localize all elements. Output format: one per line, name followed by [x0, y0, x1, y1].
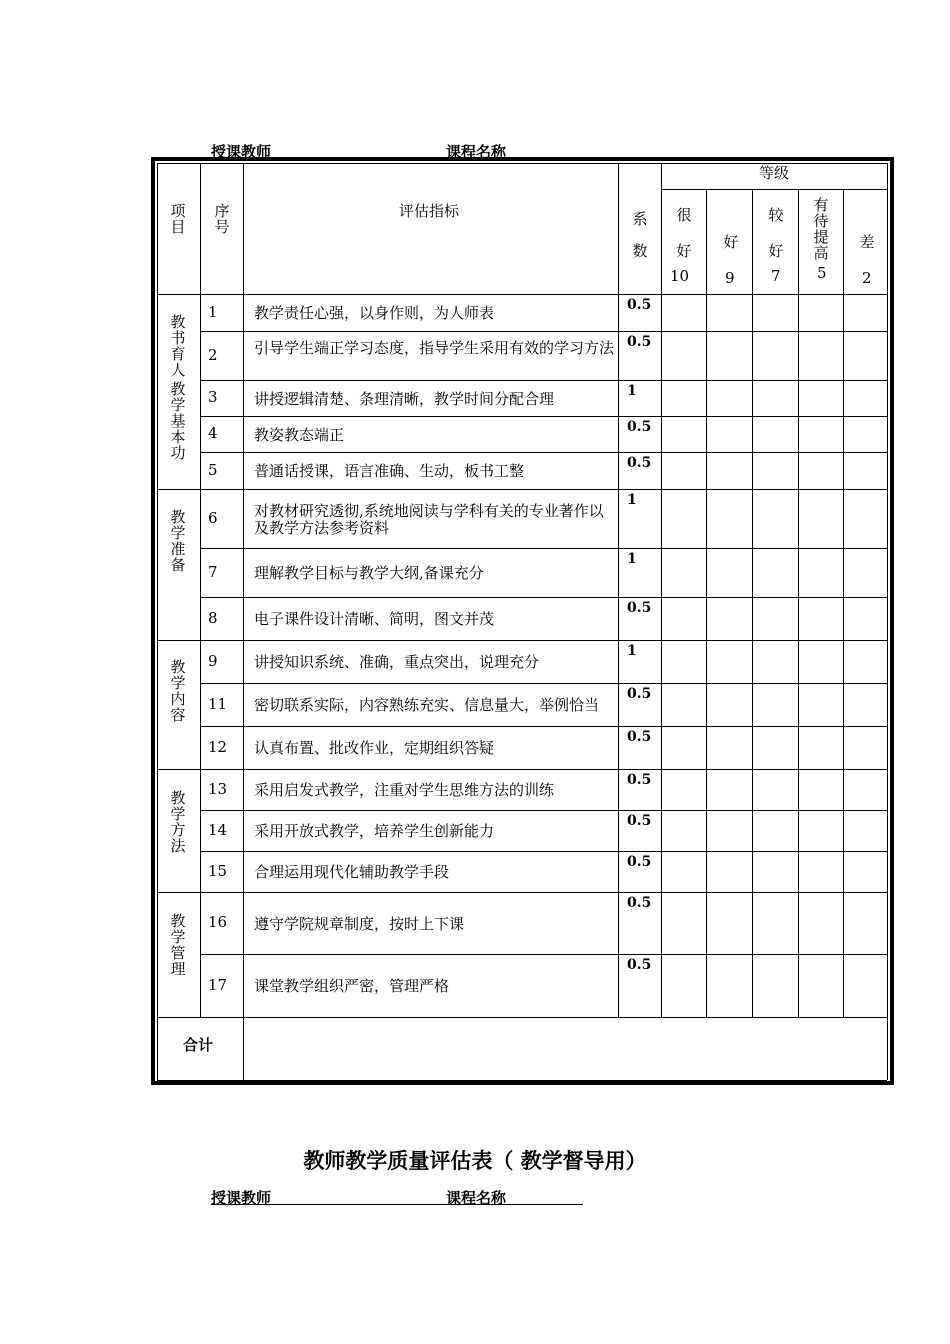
grade-cell[interactable] — [662, 332, 706, 380]
row-criterion: 讲授知识系统、准确，重点突出，说理充分 — [254, 653, 540, 671]
grade-cell[interactable] — [799, 811, 843, 851]
grade-cell[interactable] — [844, 641, 887, 683]
grade-cell[interactable] — [662, 770, 706, 810]
grade-cell[interactable] — [844, 893, 887, 954]
row-coefficient: 1 — [627, 643, 637, 659]
grid-line-vertical — [243, 163, 244, 1080]
grade-cell[interactable] — [753, 955, 798, 1017]
grade-cell[interactable] — [799, 417, 843, 452]
category-method: 教学方法 — [170, 789, 186, 855]
header-criteria: 评估指标 — [399, 202, 460, 220]
grade-cell[interactable] — [707, 852, 752, 892]
form-title: 教师教学质量评估表（ 教学督导用） — [303, 1149, 647, 1173]
row-criterion: 合理运用现代化辅助教学手段 — [254, 863, 450, 881]
grade-cell[interactable] — [799, 770, 843, 810]
grid-line-horizontal — [661, 189, 887, 190]
row-coefficient: 0.5 — [627, 854, 652, 870]
grade-cell[interactable] — [844, 598, 887, 640]
row-index: 14 — [208, 820, 228, 839]
grade-cell[interactable] — [662, 811, 706, 851]
grade-cell[interactable] — [799, 381, 843, 416]
header-grade: 等级 — [759, 164, 790, 182]
grade-cell[interactable] — [799, 955, 843, 1017]
row-criterion: 遵守学院规章制度，按时上下课 — [254, 914, 465, 933]
category-content: 教学内容 — [170, 658, 186, 724]
grade-cell[interactable] — [799, 598, 843, 640]
grade-cell[interactable] — [753, 770, 798, 810]
row-index: 2 — [208, 345, 218, 364]
header-coef: 系数 — [632, 210, 648, 260]
grade-cell[interactable] — [844, 549, 887, 597]
grade-cell[interactable] — [662, 417, 706, 452]
grade-cell[interactable] — [662, 295, 706, 331]
row-coefficient: 0.5 — [627, 729, 652, 745]
grade-cell[interactable] — [707, 893, 752, 954]
grade-cell[interactable] — [753, 417, 798, 452]
grade-cell[interactable] — [844, 811, 887, 851]
grade-cell[interactable] — [662, 893, 706, 954]
grade-cell[interactable] — [799, 852, 843, 892]
row-coefficient: 0.5 — [627, 957, 652, 973]
grade-cell[interactable] — [799, 684, 843, 726]
grade-cell[interactable] — [799, 893, 843, 954]
row-coefficient: 0.5 — [627, 334, 652, 350]
row-criterion: 引导学生端正学习态度，指导学生采用有效的学习方法 — [254, 338, 615, 357]
row-index: 11 — [208, 694, 228, 713]
grade-cell[interactable] — [753, 811, 798, 851]
level-label-excellent: 很好 — [676, 206, 692, 260]
grade-cell[interactable] — [662, 453, 706, 489]
grade-cell[interactable] — [707, 490, 752, 548]
level-score-excellent: 10 — [670, 267, 690, 285]
row-index: 8 — [208, 608, 218, 627]
row-coefficient: 0.5 — [627, 895, 652, 911]
grade-cell[interactable] — [662, 490, 706, 548]
grade-cell[interactable] — [753, 641, 798, 683]
row-coefficient: 0.5 — [627, 813, 652, 829]
category-moral-education: 教书育人 — [170, 313, 186, 379]
level-label-needs-improvement: 有待提高 — [813, 196, 829, 262]
grade-cell[interactable] — [799, 490, 843, 548]
grade-cell[interactable] — [707, 295, 752, 331]
grade-cell[interactable] — [707, 598, 752, 640]
row-coefficient: 0.5 — [627, 419, 652, 435]
grade-cell[interactable] — [662, 955, 706, 1017]
course-label-top: 课程名称 — [446, 143, 507, 161]
grade-cell[interactable] — [844, 453, 887, 489]
grade-cell[interactable] — [799, 727, 843, 769]
grade-cell[interactable] — [753, 549, 798, 597]
grid-line-vertical — [618, 163, 619, 1017]
grade-cell[interactable] — [707, 332, 752, 380]
row-index: 4 — [208, 424, 218, 442]
row-criterion: 认真布置、批改作业，定期组织答疑 — [254, 739, 495, 757]
grade-cell[interactable] — [753, 893, 798, 954]
row-coefficient: 0.5 — [627, 297, 652, 313]
row-index: 12 — [208, 737, 228, 756]
row-coefficient: 1 — [627, 492, 637, 508]
grade-cell[interactable] — [844, 852, 887, 892]
row-coefficient: 0.5 — [627, 772, 652, 788]
row-criterion: 教姿教态端正 — [254, 425, 345, 444]
row-index: 5 — [208, 460, 218, 479]
grade-cell[interactable] — [844, 295, 887, 331]
level-label-poor: 差 — [859, 233, 875, 251]
grade-cell[interactable] — [799, 332, 843, 380]
row-coefficient: 1 — [627, 383, 637, 399]
row-index: 3 — [208, 388, 218, 406]
grade-cell[interactable] — [707, 770, 752, 810]
grade-cell[interactable] — [799, 549, 843, 597]
total-value-cell[interactable] — [245, 1018, 885, 1078]
row-criterion: 普通话授课，语言准确、生动，板书工整 — [254, 462, 525, 480]
grade-cell[interactable] — [844, 770, 887, 810]
row-criterion: 电子课件设计清晰、简明，图文并茂 — [254, 610, 495, 628]
teacher-label-bottom: 授课教师 — [211, 1189, 272, 1207]
grade-cell[interactable] — [707, 641, 752, 683]
row-index: 6 — [208, 508, 218, 527]
row-criterion: 教学责任心强，以身作则，为人师表 — [254, 304, 495, 322]
level-score-fairly-good: 7 — [771, 267, 781, 285]
row-coefficient: 1 — [627, 551, 637, 567]
grade-cell[interactable] — [753, 598, 798, 640]
grade-cell[interactable] — [707, 811, 752, 851]
grade-cell[interactable] — [844, 727, 887, 769]
grade-cell[interactable] — [753, 332, 798, 380]
grade-cell[interactable] — [707, 417, 752, 452]
level-score-needs-improvement: 5 — [817, 264, 827, 282]
grade-cell[interactable] — [753, 684, 798, 726]
grade-cell[interactable] — [844, 417, 887, 452]
row-coefficient: 0.5 — [627, 600, 652, 616]
grade-cell[interactable] — [662, 727, 706, 769]
grid-line-vertical — [887, 163, 888, 1080]
grid-line-vertical — [200, 163, 201, 1017]
row-index: 13 — [208, 779, 228, 798]
grade-cell[interactable] — [844, 955, 887, 1017]
row-index: 16 — [208, 913, 228, 931]
grade-cell[interactable] — [844, 332, 887, 380]
grade-cell[interactable] — [662, 381, 706, 416]
grade-cell[interactable] — [753, 490, 798, 548]
category-preparation: 教学准备 — [170, 508, 186, 574]
teacher-label-top: 授课教师 — [211, 143, 272, 161]
level-score-good: 9 — [725, 269, 735, 287]
grade-cell[interactable] — [662, 684, 706, 726]
grade-cell[interactable] — [844, 490, 887, 548]
header-index: 序号 — [214, 202, 230, 236]
grade-cell[interactable] — [753, 295, 798, 331]
grid-line-vertical — [157, 163, 158, 1080]
row-criterion: 密切联系实际，内容熟练充实、信息量大，举例恰当 — [254, 696, 600, 714]
header-item: 项目 — [170, 202, 186, 236]
grade-cell[interactable] — [799, 295, 843, 331]
level-label-fairly-good: 较好 — [768, 206, 784, 260]
grade-cell[interactable] — [662, 852, 706, 892]
row-criterion: 对教材研究透彻,系统地阅读与学科有关的专业著作以及教学方法参考资料 — [254, 501, 604, 537]
grade-cell[interactable] — [799, 453, 843, 489]
grade-cell[interactable] — [753, 852, 798, 892]
grade-cell[interactable] — [799, 641, 843, 683]
grade-cell[interactable] — [844, 684, 887, 726]
row-criterion: 理解教学目标与教学大纲,备课充分 — [254, 564, 484, 582]
row-index: 7 — [208, 562, 218, 581]
total-label: 合计 — [183, 1036, 214, 1054]
row-coefficient: 0.5 — [627, 455, 652, 471]
teacher-blank-bottom[interactable] — [211, 1204, 446, 1205]
grade-cell[interactable] — [662, 641, 706, 683]
level-score-poor: 2 — [862, 269, 872, 287]
grade-cell[interactable] — [707, 549, 752, 597]
grade-cell[interactable] — [707, 381, 752, 416]
row-index: 9 — [208, 651, 218, 670]
category-management: 教学管理 — [170, 912, 186, 978]
grade-cell[interactable] — [707, 684, 752, 726]
course-blank-bottom[interactable] — [446, 1204, 583, 1205]
grade-cell[interactable] — [707, 727, 752, 769]
grade-cell[interactable] — [707, 955, 752, 1017]
grid-line-horizontal — [157, 1080, 887, 1081]
grade-cell[interactable] — [662, 549, 706, 597]
row-coefficient: 0.5 — [627, 686, 652, 702]
row-index: 1 — [208, 302, 218, 321]
grade-cell[interactable] — [707, 453, 752, 489]
row-index: 15 — [208, 861, 228, 880]
grade-cell[interactable] — [753, 381, 798, 416]
grade-cell[interactable] — [753, 727, 798, 769]
course-label-bottom: 课程名称 — [446, 1189, 507, 1207]
grade-cell[interactable] — [844, 381, 887, 416]
grade-cell[interactable] — [662, 598, 706, 640]
row-criterion: 课堂教学组织严密，管理严格 — [254, 977, 450, 995]
category-basic-skills: 教学基本功 — [170, 380, 186, 462]
row-index: 17 — [208, 975, 228, 994]
row-criterion: 采用启发式教学，注重对学生思维方法的训练 — [254, 781, 555, 799]
row-criterion: 采用开放式教学，培养学生创新能力 — [254, 822, 495, 840]
grade-cell[interactable] — [753, 453, 798, 489]
row-criterion: 讲授逻辑清楚、条理清晰，教学时间分配合理 — [254, 389, 555, 408]
level-label-good: 好 — [723, 233, 739, 251]
